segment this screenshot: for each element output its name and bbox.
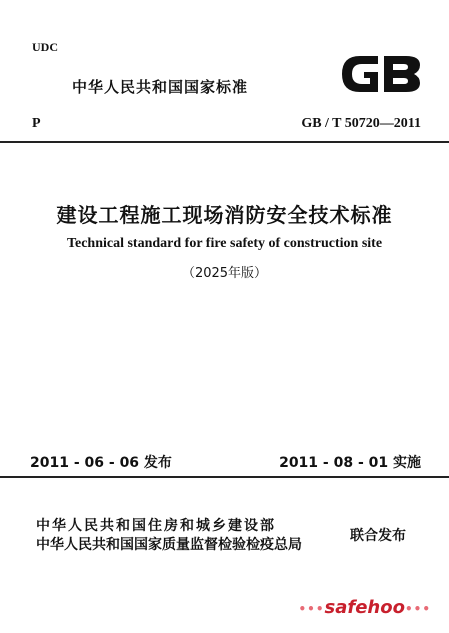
- udc-label: UDC: [32, 40, 58, 54]
- implementation-date: 2011 - 08 - 01 实施: [279, 455, 421, 471]
- watermark-dots-left: •••: [298, 602, 325, 616]
- gb-logo: [340, 52, 422, 96]
- edition-label: （2025年版）: [181, 266, 268, 281]
- national-standard-label: 中华人民共和国国家标准: [72, 78, 249, 96]
- issue-date: 2011 - 06 - 06 发布: [30, 455, 172, 471]
- title-chinese: 建设工程施工现场消防安全技术标准: [56, 203, 393, 227]
- classification-code: P: [32, 116, 41, 131]
- header-divider: [0, 141, 449, 143]
- watermark: [299, 597, 431, 618]
- standard-number: GB / T 50720—2011: [301, 116, 421, 131]
- watermark-text: safehoo: [324, 597, 405, 618]
- footer-divider: [0, 476, 449, 478]
- joint-issue-label: 联合发布: [350, 528, 406, 544]
- title-english: Technical standard for fire safety of construction site: [66, 236, 383, 251]
- watermark-dots-right: •••: [404, 602, 431, 616]
- issuer-aqsiq: 中华人民共和国国家质量监督检验检疫总局: [36, 537, 302, 553]
- issuer-ministry-housing: 中华人民共和国住房和城乡建设部: [36, 518, 276, 534]
